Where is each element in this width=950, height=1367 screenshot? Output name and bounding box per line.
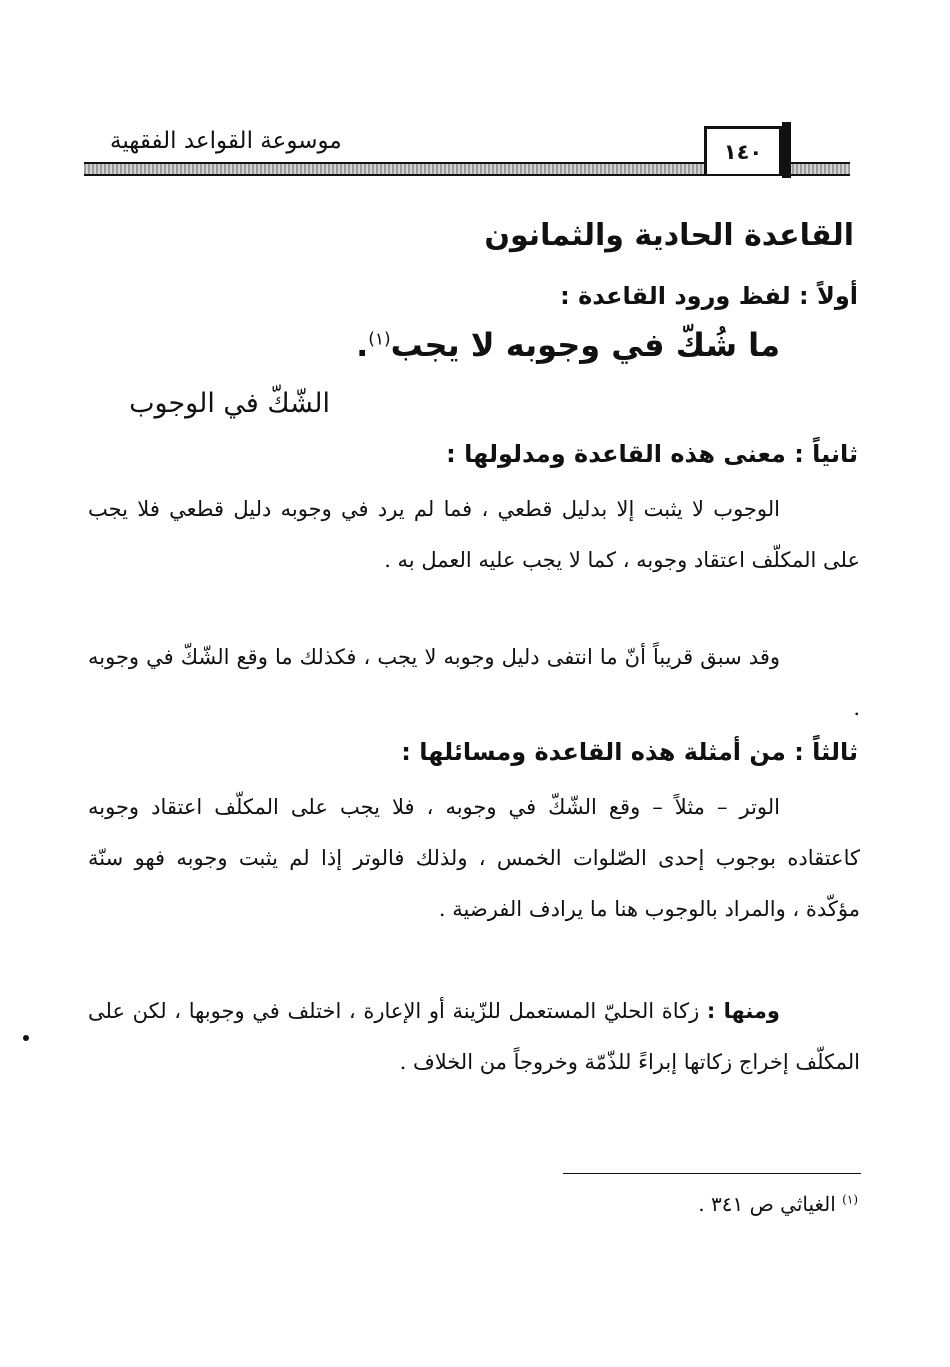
page-number: ١٤٠ [723, 140, 763, 164]
scan-speck [23, 1035, 29, 1041]
paragraph-text: وقد سبق قريباً أنّ ما انتفى دليل وجوبه لا يجب ، فكذلك ما وقع الشّكّ في وجوبه . [88, 645, 860, 720]
meaning-paragraph-1 [88, 484, 860, 586]
rule-wording: ما شُكّ في وجوبه لا يجب$^{(١)}$. [356, 326, 780, 364]
rule-title: القاعدة الحادية والثمانون [484, 218, 854, 253]
rule-alternate-wording: الشّكّ في الوجوب [129, 388, 330, 419]
rule-wording-text: ما شُكّ في وجوبه لا يجب [390, 326, 780, 364]
footnote [698, 1192, 858, 1216]
examples-paragraph-2 [88, 986, 860, 1088]
meaning-paragraph-2 [88, 632, 860, 734]
footnote-separator [563, 1173, 861, 1174]
footnote-reference: (١) [368, 329, 391, 350]
page-number-box-shadow [782, 122, 791, 178]
footnote-marker: (١) [842, 1192, 858, 1207]
paragraph-text: الوجوب لا يثبت إلا بدليل قطعي ، فما لم يرد في وجوبه دليل قطعي فلا يجب على المكلّف اعتقاد وجوبه ، كما لا يجب عليه العمل به . [88, 497, 860, 572]
section-heading-meaning: ثانياً : معنى هذه القاعدة ومدلولها : [446, 440, 858, 468]
running-header-title: موسوعة القواعد الفقهية [110, 128, 342, 154]
paragraph-text: الوتر – مثلاً – وقع الشّكّ في وجوبه ، فلا يجب على المكلّف اعتقاد وجوبه كاعتقاده بوجوب إحدى الصّلوات الخمس ، ولذلك فالوتر إذا لم يثبت وجوبه فهو سنّة مؤكّدة ، والمراد بالوجوب هنا ما يرادف الفرضية . [88, 795, 860, 921]
page-number-box [704, 126, 782, 174]
paragraph-text [88, 986, 860, 1088]
section-heading-examples: ثالثاً : من أمثلة هذه القاعدة ومسائلها : [401, 738, 858, 766]
paragraph-body: زكاة الحليّ المستعمل للزّينة أو الإعارة ، اختلف في وجوبها ، لكن على المكلّف إخراج زكاتها إبراءً للذّمّة وخروجاً من الخلاف . [88, 999, 860, 1074]
examples-paragraph-1 [88, 782, 860, 935]
section-heading-wording: أولاً : لفظ ورود القاعدة : [560, 282, 858, 310]
paragraph-lead: ومنها : [706, 999, 780, 1023]
footnote-text: الغياثي ص ٣٤١ . [698, 1192, 836, 1216]
